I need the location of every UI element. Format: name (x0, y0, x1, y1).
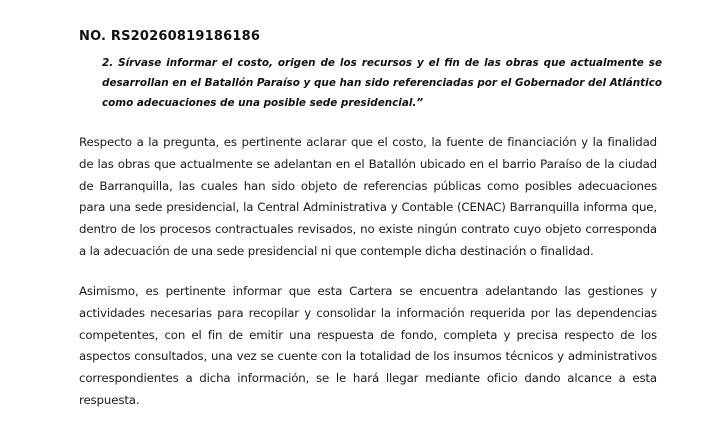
quoted-question: 2. Sírvase informar el costo, origen de los recursos y el fin de las obras que actualmente se desarrollan en el Batallón Paraíso y que han sido referenciadas por el Gobernador del Atlántico como adecuaciones de una posible sede presidencial.” (102, 57, 662, 109)
response-paragraph-2: Asimismo, es pertinente informar que esta Cartera se encuentra adelantando las gestiones y actividades necesarias para recopilar y consolidar la información requerida por las dependencias competentes, con el fin de emitir una respuesta de fondo, completa y precisa respecto de los aspectos consultados, una vez se cuente con la totalidad de los insumos técnicos y administrativos correspondientes a dicha información, se le hará llegar mediante oficio dando alcance a esta respuesta. (79, 284, 657, 407)
document-number: NO. RS20260819186186 (79, 29, 261, 44)
response-paragraph-1: Respecto a la pregunta, es pertinente aclarar que el costo, la fuente de financiación y la finalidad de las obras que actualmente se adelantan en el Batallón ubicado en el barrio Paraíso de la ciudad de Barranquilla, las cuales han sido objeto de referencias públicas como posibles adecuaciones para una sede presidencial, la Central Administrativa y Contable (CENAC) Barranquilla informa que, dentro de los procesos contractuales revisados, no existe ningún contrato cuyo objeto corresponda a la adecuación de una sede presidencial ni que contemple dicha destinación o finalidad. (79, 135, 657, 258)
